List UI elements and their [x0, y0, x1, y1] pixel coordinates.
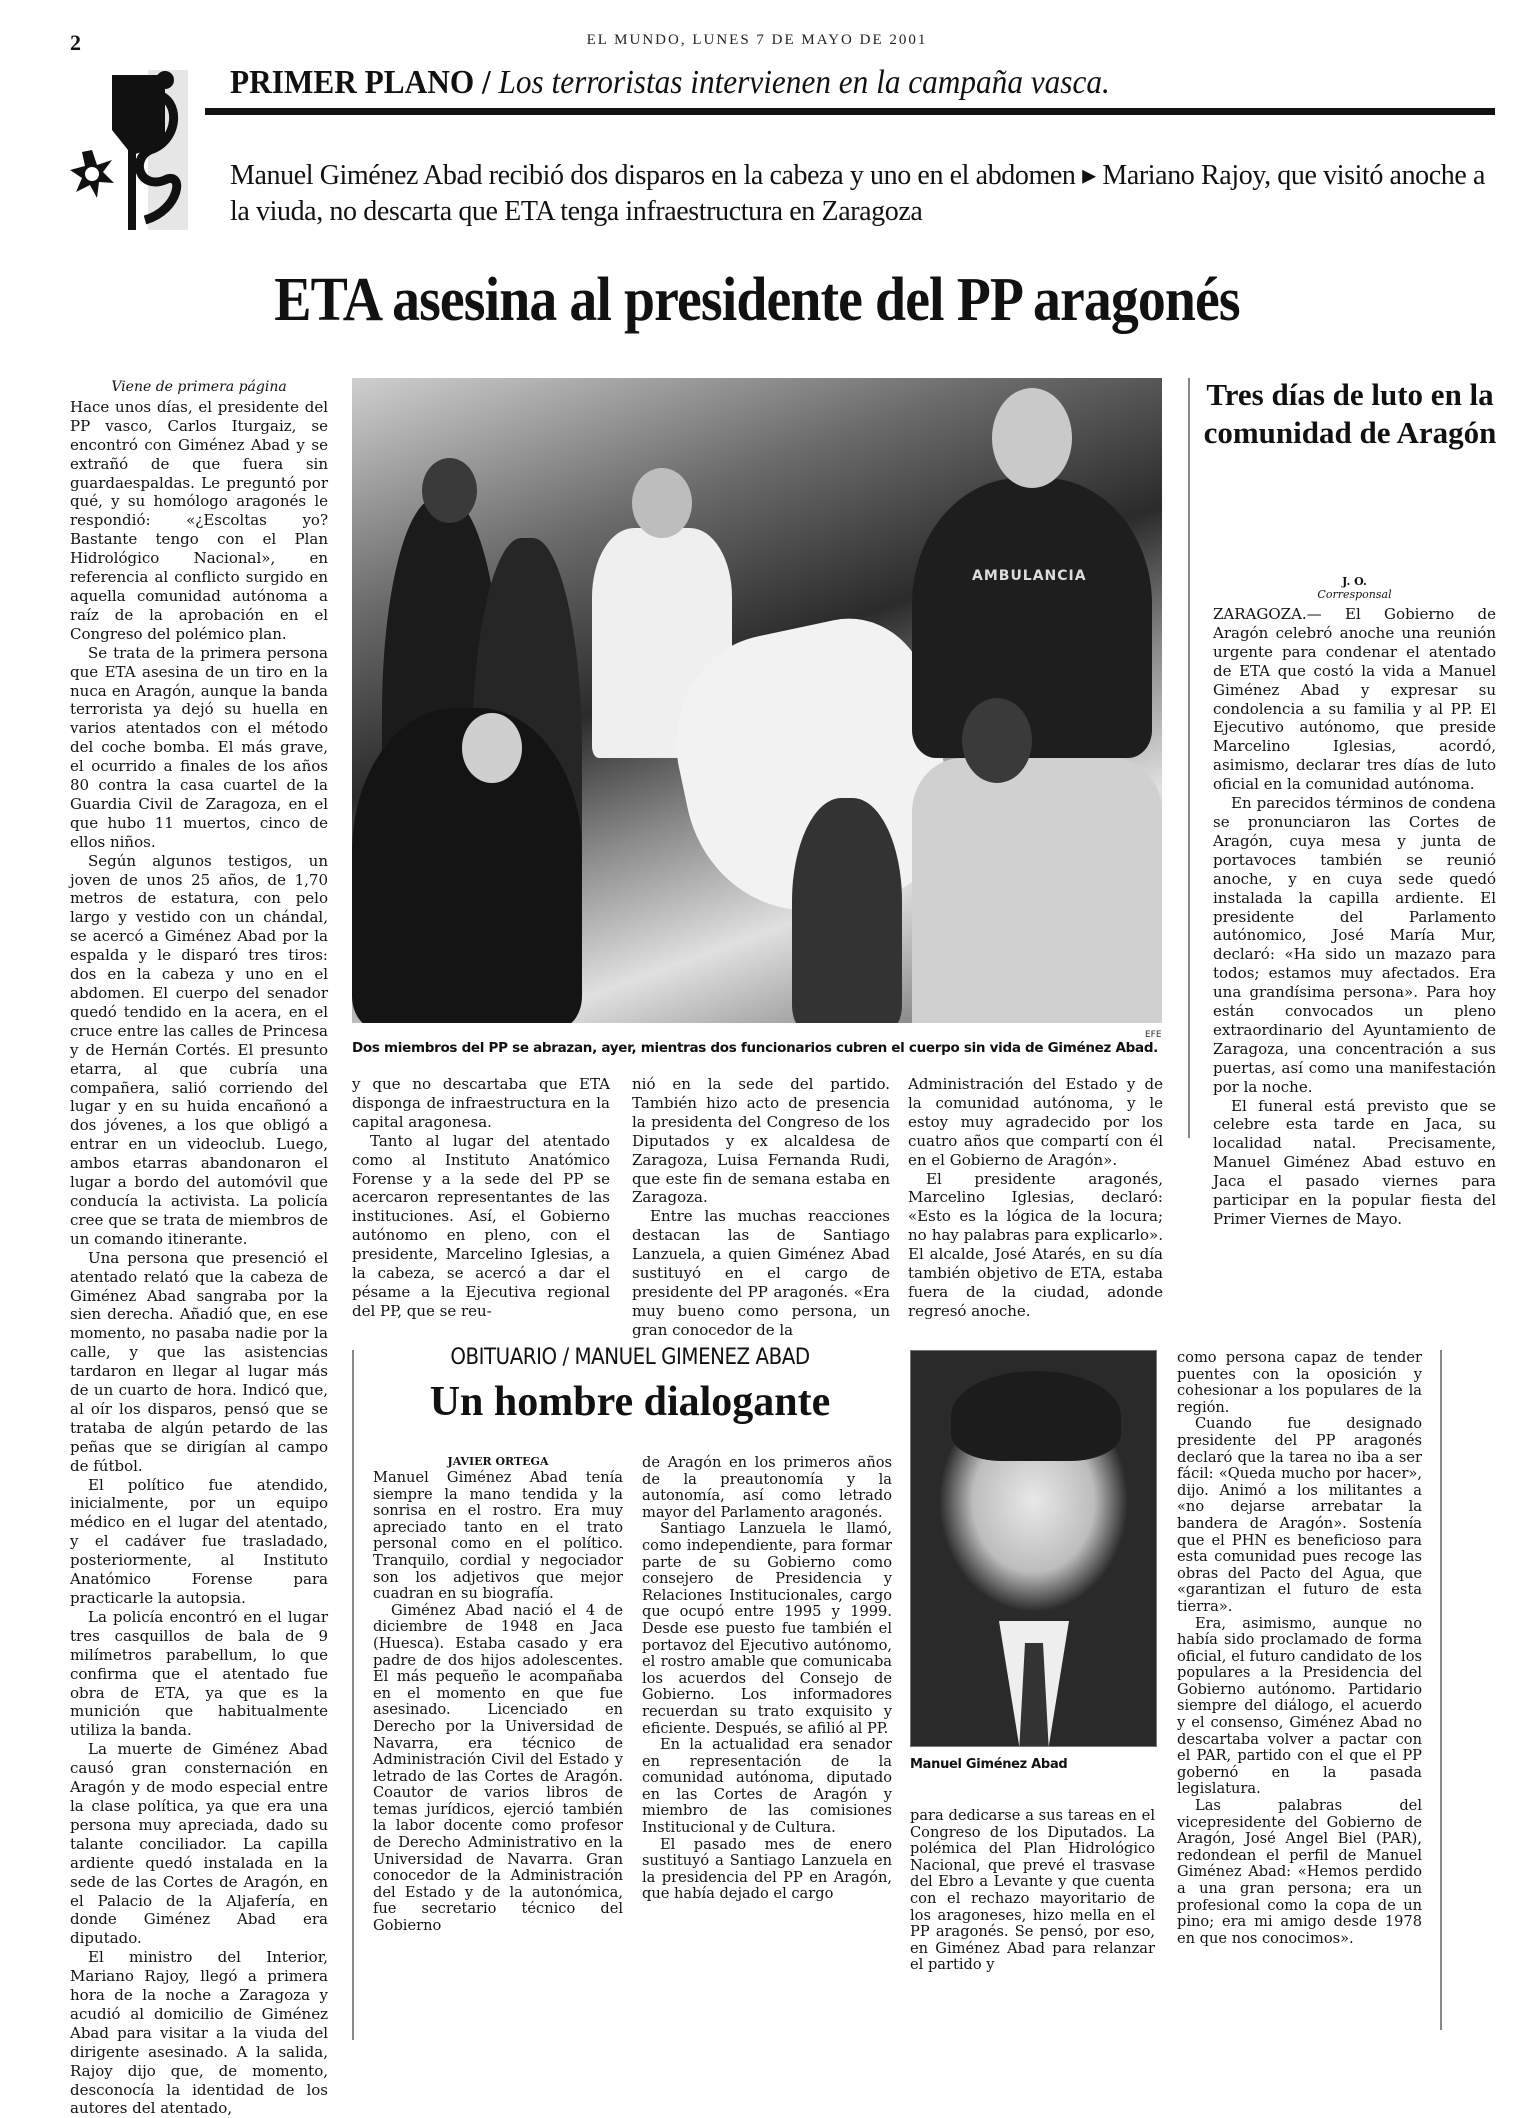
paragraph: para dedicarse a sus tareas en el Congreso de los Diputados. La polémica del Plan Hidrológico Nacional, que prevé el trasvase del Ebro a Levante y que cuenta con el rechazo mayoritario de los aragoneses, hizo mella en el PP aragonés. Se pensó, por eso, en Giménez Abad para relanzar el partido y [910, 1807, 1155, 1974]
obituary-col-4 [1177, 1350, 1422, 1947]
kicker: Viene de primera página [111, 379, 287, 395]
obituary-divider-right [1440, 1350, 1442, 2030]
paragraph: Las palabras del vicepresidente del Gobierno de Aragón, José Angel Biel (PAR), redondean el perfil de Manuel Giménez Abad: «Hemos perdido a una gran persona; era un profesional como la copa de un pino; era mi amigo desde 1978 en que nos conocimos». [1177, 1797, 1422, 1947]
paragraph: y que no descartaba que ETA disponga de infraestructura en la capital aragonesa. [352, 1075, 610, 1131]
paragraph: Una persona que presenció el atentado relató que la cabeza de Giménez Abad sangraba por la sien derecha. Añadió que, en ese momento, no pasaba nadie por la calle, y que las asistencias tardaron en llegar al lugar más de un cuarto de hora. Indicó que, al oír los disparos, pensó que se trataba de algún petardo de las peñas que se dirigían al campo de fútbol. [70, 1248, 328, 1475]
ambulance-sign-text: AMBULANCIA [972, 568, 1087, 584]
photo-credit: EFE [1145, 1030, 1162, 1040]
paragraph: La policía encontró en el lugar tres casquillos de bala de 9 milímetros parabellum, lo que confirma que el atentado fue obra de ETA, ya que es la munición que habitualmente utiliza la banda. [70, 1607, 328, 1740]
paragraph: Entre las muchas reacciones destacan las de Santiago Lanzuela, a quien Giménez Abad sustituyó en el cargo de presidente del PP aragonés. «Era muy bueno como persona, un gran conocedor de la [632, 1207, 890, 1339]
paragraph: Manuel Giménez Abad tenía siempre la mano tendida y la sonrisa en el rostro. Era muy apreciado tanto en el trato personal como en el político. Tranquilo, cordial y negociador son los adjetivos que mejor cuadran en su biografía. [373, 1469, 623, 1603]
obituary-col-3 [910, 1808, 1155, 1974]
page-number: 2 [70, 30, 81, 55]
paragraph: Era, asimismo, aunque no había sido proclamado de forma oficial, el futuro candidato de los populares a la Presidencia del Gobierno autónomo. Partidario siempre del diálogo, el acuerdo y el consenso, Giménez Abad no descartaba volver a pactar con el PAR, partido con el que el PP gobernó en la pasada legislatura. [1177, 1614, 1422, 1798]
main-article-col-4 [908, 1075, 1163, 1321]
sidebar-divider [1188, 378, 1190, 1138]
paragraph: El ministro del Interior, Mariano Rajoy, llegó a primera hora de la noche a Zaragoza y acudió al domicilio de Giménez Abad para visitar a la viuda del dirigente asesinado. A la salida, Rajoy dijo que, de momento, desconocía la identidad de los autores del atentado, [70, 1948, 328, 2118]
section-label: PRIMER PLANO / [230, 64, 491, 101]
paragraph: Tanto al lugar del atentado como al Instituto Anatómico Forense y a la sede del PP se acercaron representantes de las instituciones. Así, el Gobierno autónomo en pleno, con el presidente, Marcelino Iglesias, a la cabeza, se acercó a dar el pésame a la Ejecutiva regional del PP, que se reu- [352, 1131, 610, 1320]
paragraph: Cuando fue designado presidente del PP aragonés declaró que la tarea no iba a ser fácil: «Queda mucho por hacer», dijo. Animó a los militantes a «no dejarse arrebatar la bandera de Aragón». Sostenía que el PHN es beneficioso para esta comunidad pues recoge las obras del Pacto del Agua, que «garantizan el futuro de esta tierra». [1177, 1415, 1422, 1615]
paragraph: Santiago Lanzuela le llamó, como independiente, para formar parte de su Gobierno como consejero de Presidencia y Relaciones Institucionales, cargo que ocupó entre 1995 y 1999. Desde ese puesto fue también el portavoz del Ejecutivo autónomo, el rostro amable que comunicaba los acuerdos del Consejo de Gobierno. Los informadores recuerdan su trato exquisito y eficiente. Después, se afilió al PP. [642, 1520, 892, 1737]
paragraph: Según algunos testigos, un joven de unos 25 años, de 1,70 metros de estatura, con pelo largo y vestido con un chándal, se acercó a Giménez Abad por la espalda y le disparó tres tiros: dos en la cabeza y uno en el abdomen. El cuerpo del senador quedó tendido en la acera, en el cruce entre las calles de Princesa y de Hernán Cortés. El presunto etarra, al que cubría una compañera, salió corriendo del lugar y en su huida encañonó a dos jóvenes, a los que obligó a entrar en un videoclub. Luego, ambos etarras abandonaron el lugar a bordo del automóvil que conducía la activista. La policía cree que se trata de miembros de un comando itinerante. [70, 851, 328, 1248]
obituary-divider-left [352, 1350, 354, 2040]
paragraph: de Aragón en los primeros años de la preautonomía y la autonomía, así como letrado mayor del Parlamento aragonés. [642, 1454, 892, 1521]
paragraph: En parecidos términos de condena se pronunciaron las Cortes de Aragón, cuya mesa y junta de portavoces también se reunió anoche, y en cuya sede quedó instalada la capilla ardiente. El presidente del Parlamento autónomico, José María Mur, declaró: «Ha sido un mazazo para todos; estamos muy afectados. Era una grandísima persona». Para hoy están convocados un pleno extraordinario del Ayuntamiento de Zaragoza, una concentración a sus puertas, así como una manifestación por la noche. [1213, 794, 1496, 1096]
photo-caption: Dos miembros del PP se abrazan, ayer, mientras dos funcionarios cubren el cuerpo sin vida de Giménez Abad. [352, 1040, 1159, 1056]
sidebar-byline: J. O. [1342, 575, 1367, 588]
paragraph: El pasado mes de enero sustituyó a Santiago Lanzuela en la presidencia del PP en Aragón, que había dejado el cargo [642, 1835, 892, 1903]
main-article-col-3 [632, 1075, 890, 1340]
subheadline: Manuel Giménez Abad recibió dos disparos en la cabeza y uno en el abdomen ▸ Mariano Rajoy, que visitó anoche a la viuda, no descarta que ETA tenga infraestructura en Zaragoza [230, 160, 1486, 227]
section-rule [205, 108, 1495, 115]
portrait-caption: Manuel Giménez Abad [910, 1757, 1068, 1772]
main-article-col-2 [352, 1075, 610, 1321]
main-photo [352, 378, 1162, 1023]
section-header [230, 64, 1110, 102]
axe-snake-star-icon [70, 70, 200, 230]
paragraph: ZARAGOZA.— El Gobierno de Aragón celebró anoche una reunión urgente para condenar el atentado de ETA que costó la vida a Manuel Giménez Abad y expresar su condolencia a su familia y al PP. El Ejecutivo autónomo, que preside Marcelino Iglesias, acordó, asimismo, declarar tres días de luto oficial en la comunidad autónoma. [1213, 605, 1496, 794]
paragraph: nió en la sede del partido. También hizo acto de presencia la presidenta del Congreso de los Diputados y ex alcaldesa de Zaragoza, Luisa Fernanda Rudi, que este fin de semana estaba en Zaragoza. [632, 1075, 890, 1207]
paragraph: La muerte de Giménez Abad causó gran consternación en Aragón y de modo especial entre la clase política, ya que era una persona muy apreciada, dado su talante conciliador. La capilla ardiente quedó instalada en la sede de las Cortes de Aragón, en el Palacio de la Aljafería, en donde Giménez Abad era diputado. [70, 1740, 328, 1948]
paragraph: En la actualidad era senador en representación de la comunidad autónoma, diputado en las Cortes de Aragón y miembro de las comisiones Institucional y de Cultura. [642, 1736, 892, 1837]
paragraph: Hace unos días, el presidente del PP vasco, Carlos Iturgaiz, se encontró con Giménez Abad y se extrañó de que fuera sin guardaespaldas. Le preguntó por qué, y su homólogo aragonés le respondió: «¿Escoltas yo? Bastante tengo con el Plan Hidrológico Nacional», en referencia al conflicto surgido en aquella comunidad autónoma a raíz de la aprobación en el Congreso del polémico plan. [70, 397, 328, 643]
paragraph: como persona capaz de tender puentes con la oposición y cohesionar a los populares de la región. [1177, 1349, 1422, 1416]
paragraph: Administración del Estado y de la comunidad autónoma, y le estoy muy agradecido por los cuatro años que compartí con él en el Gobierno de Aragón». [908, 1075, 1163, 1169]
paragraph: El presidente aragonés, Marcelino Iglesias, declaró: «Esto es la lógica de la locura; no hay palabras para explicarlo». El alcalde, José Atarés, en su día también objetivo de ETA, estaba fuera de la ciudad, adonde regresó anoche. [908, 1169, 1163, 1320]
paragraph: El funeral está previsto que se celebre esta tarde en Jaca, su localidad natal. Precisamente, Manuel Giménez Abad estuvo en Jaca el pasado viernes para participar en la popular fiesta del Primer Viernes de Mayo. [1213, 1096, 1496, 1228]
main-article-col-1 [70, 378, 328, 2118]
obituary-byline: JAVIER ORTEGA [447, 1455, 549, 1468]
paragraph: Se trata de la primera persona que ETA asesina de un tiro en la nuca en Aragón, aunque la banda terrorista ya dejó su huella en varios atentados con el método del coche bomba. El más grave, el ocurrido a finales de los años 80 contra la casa cuartel de la Guardia Civil de Zaragoza, en el que hubo 11 muertos, cinco de ellos niños. [70, 643, 328, 851]
portrait-photo [910, 1350, 1157, 1747]
sidebar-headline: Tres días de luto en la comunidad de Aragón [1203, 377, 1497, 450]
obituary-col-2 [642, 1455, 892, 1903]
obituary-kicker: OBITUARIO / MANUEL GIMENEZ ABAD [450, 1345, 810, 1370]
headline: ETA asesina al presidente del PP aragonés [274, 266, 1240, 334]
sidebar-article [1213, 575, 1496, 1229]
section-topic: Los terroristas intervienen en la campaña vasca. [498, 64, 1110, 101]
obituary-col-1 [373, 1455, 623, 1935]
obituary-title: Un hombre dialogante [429, 1379, 831, 1425]
sidebar-byline-role: Corresponsal [1317, 588, 1392, 601]
paragraph: Giménez Abad nació el 4 de diciembre de 1948 en Jaca (Huesca). Estaba casado y era padre de dos hijos adolescentes. El más pequeño le acompañaba en el momento en que fue asesinado. Licenciado en Derecho por la Universidad de Navarra, era técnico de Administración Civil del Estado y letrado de las Cortes de Aragón. Coautor de varios libros de temas jurídicos, ejerció también la labor docente como profesor de Derecho Administrativo en la Universidad de Navarra. Gran conocedor de la Administración del Estado y de la autonómica, fue secretario técnico del Gobierno [373, 1601, 623, 1935]
dateline: EL MUNDO, LUNES 7 DE MAYO DE 2001 [586, 32, 928, 48]
paragraph: El político fue atendido, inicialmente, por un equipo médico en el lugar del atentado, y el cadáver fue trasladado, posteriormente, al Instituto Anatómico Forense para practicarle la autopsia. [70, 1475, 328, 1607]
